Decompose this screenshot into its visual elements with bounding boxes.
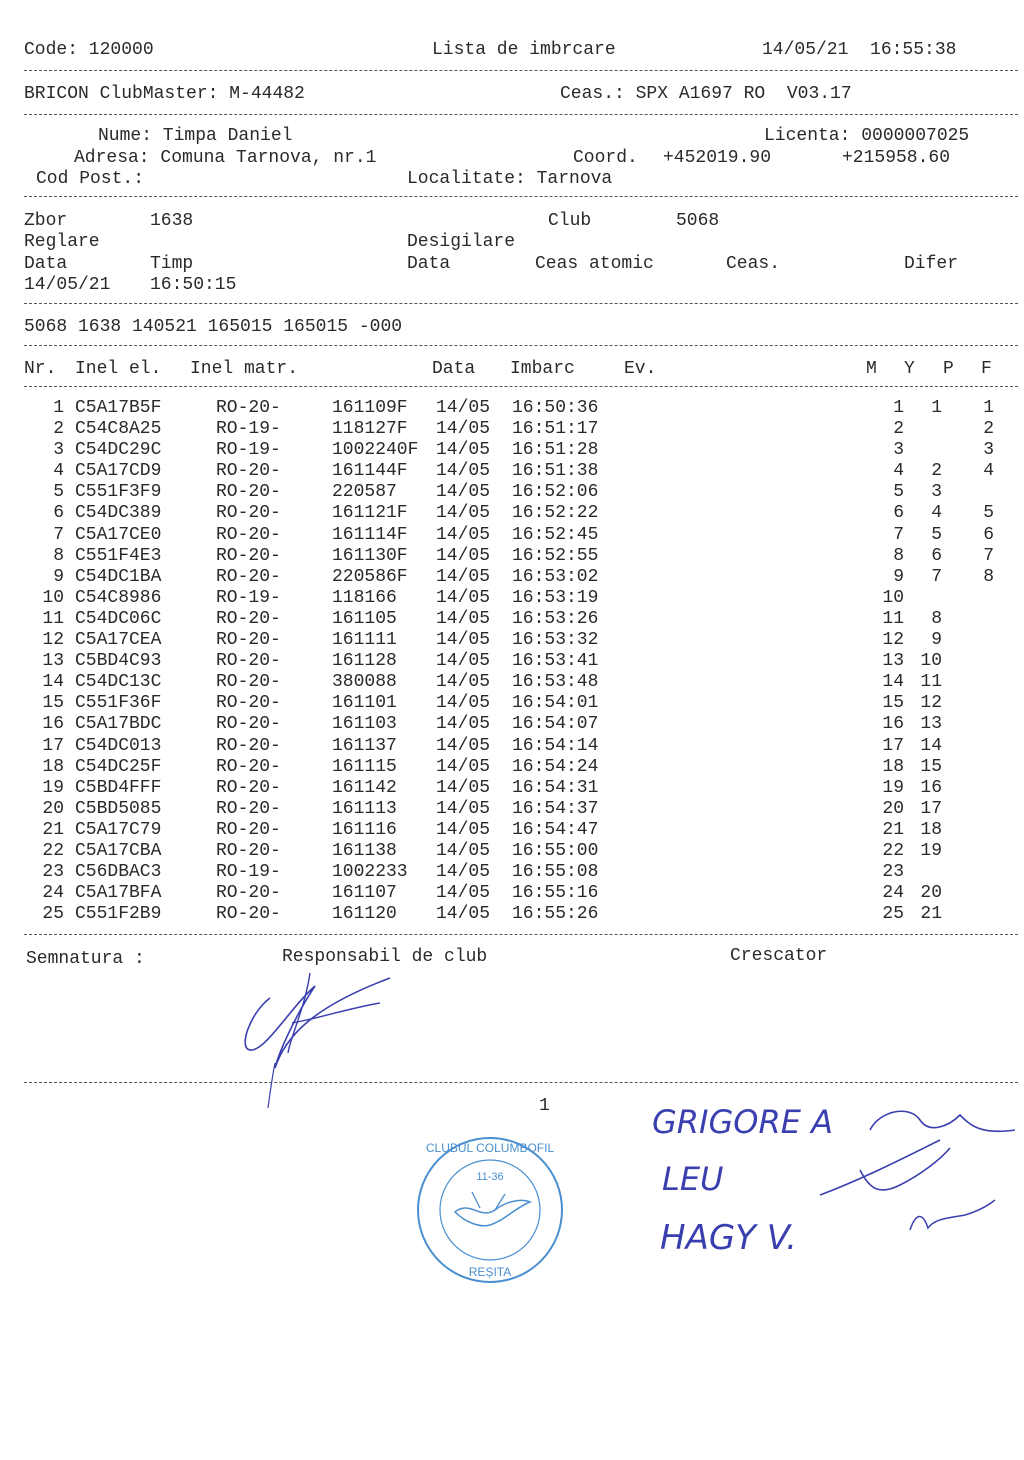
row-ring-number: 161114F — [332, 524, 408, 545]
reglare-label: Reglare — [24, 232, 100, 252]
row-inel-el: C5A17B5F — [75, 398, 162, 418]
row-number: 8 — [53, 545, 64, 566]
row-number: 14 — [42, 672, 64, 693]
stamp-code: 11-36 — [476, 1171, 504, 1183]
row-ring-number: 161130F — [332, 545, 408, 566]
row-y: 7 — [931, 566, 942, 587]
row-inel-el: C5A17C79 — [75, 819, 162, 840]
row-y: 5 — [931, 524, 942, 545]
row-ring-number: 161137 — [332, 735, 397, 756]
row-y: 10 — [920, 651, 942, 672]
row-time: 16:51:17 — [512, 419, 599, 440]
row-m: 22 — [882, 840, 904, 861]
row-ring-prefix: RO-19- — [216, 862, 281, 883]
row-inel-el: C551F2B9 — [75, 904, 162, 925]
breeder-label: Crescator — [730, 946, 828, 966]
row-time: 16:53:26 — [512, 608, 599, 629]
row-time: 16:54:01 — [512, 693, 599, 714]
row-y: 18 — [920, 819, 942, 840]
row-time: 16:55:16 — [512, 883, 599, 904]
row-ring-number: 161120 — [332, 904, 397, 925]
desigilare-label: Desigilare — [407, 232, 516, 252]
row-inel-el: C56DBAC3 — [75, 862, 162, 883]
row-m: 17 — [882, 735, 904, 756]
row-m: 3 — [893, 440, 904, 461]
row-m: 24 — [882, 883, 904, 904]
row-y: 21 — [920, 904, 942, 925]
col-header-inel-el: Inel el. — [75, 359, 162, 379]
row-ring-prefix: RO-20- — [216, 672, 281, 693]
row-y: 9 — [931, 630, 942, 651]
row-ring-prefix: RO-20- — [216, 651, 281, 672]
row-y: 3 — [931, 482, 942, 503]
row-inel-el: C5A17BFA — [75, 883, 162, 904]
row-time: 16:54:24 — [512, 756, 599, 777]
row-ring-number: 161113 — [332, 798, 397, 819]
row-time: 16:51:38 — [512, 461, 599, 482]
row-f: 6 — [983, 524, 994, 545]
divider — [24, 934, 1018, 935]
row-date: 14/05 — [436, 672, 491, 693]
row-inel-el: C5A17BDC — [75, 714, 162, 735]
row-f: 3 — [983, 440, 994, 461]
row-ring-number: 220586F — [332, 566, 408, 587]
row-ring-prefix: RO-20- — [216, 398, 281, 418]
row-time: 16:53:41 — [512, 651, 599, 672]
row-ring-prefix: RO-20- — [216, 566, 281, 587]
row-number: 7 — [53, 524, 64, 545]
row-number: 21 — [42, 819, 64, 840]
row-number: 2 — [53, 419, 64, 440]
row-ring-number: 161128 — [332, 651, 397, 672]
row-time: 16:53:02 — [512, 566, 599, 587]
row-m: 8 — [893, 545, 904, 566]
col-header-y: Y — [904, 359, 915, 379]
divider — [24, 196, 1018, 197]
row-date: 14/05 — [436, 904, 491, 925]
ceas-label: Ceas. — [726, 254, 781, 274]
row-number: 4 — [53, 461, 64, 482]
row-ring-prefix: RO-20- — [216, 545, 281, 566]
row-date: 14/05 — [436, 883, 491, 904]
document-title: Lista de imbrcare — [432, 40, 616, 60]
timp-label: Timp — [150, 254, 194, 274]
row-m: 19 — [882, 777, 904, 798]
row-date: 14/05 — [436, 735, 491, 756]
row-number: 9 — [53, 566, 64, 587]
club-stamp — [410, 1130, 570, 1290]
postal-code: Cod Post.: — [36, 169, 145, 189]
row-number: 6 — [53, 503, 64, 524]
row-y: 12 — [920, 693, 942, 714]
row-number: 23 — [42, 862, 64, 883]
row-number: 24 — [42, 883, 64, 904]
divider — [24, 345, 1018, 346]
row-date: 14/05 — [436, 398, 491, 418]
difer-label: Difer — [904, 254, 959, 274]
row-m: 4 — [893, 461, 904, 482]
row-m: 16 — [882, 714, 904, 735]
row-ring-prefix: RO-19- — [216, 440, 281, 461]
row-f: 8 — [983, 566, 994, 587]
owner-locality: Localitate: Tarnova — [407, 169, 613, 189]
row-ring-prefix: RO-20- — [216, 461, 281, 482]
owner-name: Nume: Timpa Daniel — [98, 126, 293, 146]
zbor-value: 1638 — [150, 211, 194, 231]
row-ring-prefix: RO-20- — [216, 630, 281, 651]
row-inel-el: C5BD4C93 — [75, 651, 162, 672]
data-label: Data — [24, 254, 68, 274]
row-inel-el: C54DC1BA — [75, 566, 162, 587]
row-inel-el: C5BD4FFF — [75, 777, 162, 798]
row-inel-el: C54DC06C — [75, 608, 162, 629]
row-number: 20 — [42, 798, 64, 819]
row-m: 10 — [882, 587, 904, 608]
row-date: 14/05 — [436, 419, 491, 440]
row-m: 12 — [882, 630, 904, 651]
stamp-bottom-text: REȘITA — [468, 1265, 512, 1279]
row-inel-el: C5A17CBA — [75, 840, 162, 861]
row-f: 5 — [983, 503, 994, 524]
row-time: 16:52:22 — [512, 503, 599, 524]
row-number: 5 — [53, 482, 64, 503]
row-inel-el: C54C8A25 — [75, 419, 162, 440]
row-y: 4 — [931, 503, 942, 524]
row-ring-prefix: RO-20- — [216, 904, 281, 925]
row-ring-prefix: RO-20- — [216, 819, 281, 840]
row-ring-number: 161111 — [332, 630, 397, 651]
row-f: 7 — [983, 545, 994, 566]
row-ring-number: 161144F — [332, 461, 408, 482]
row-y: 6 — [931, 545, 942, 566]
row-ring-prefix: RO-20- — [216, 482, 281, 503]
row-number: 12 — [42, 630, 64, 651]
row-ring-prefix: RO-20- — [216, 714, 281, 735]
print-datetime: 14/05/21 16:55:38 — [762, 40, 957, 60]
divider — [24, 70, 1018, 71]
row-ring-prefix: RO-20- — [216, 608, 281, 629]
row-m: 11 — [882, 608, 904, 629]
row-date: 14/05 — [436, 840, 491, 861]
row-m: 20 — [882, 798, 904, 819]
col-header-p: P — [943, 359, 954, 379]
row-date: 14/05 — [436, 651, 491, 672]
clock-id: Ceas.: SPX A1697 RO V03.17 — [560, 84, 852, 104]
row-number: 10 — [42, 587, 64, 608]
row-m: 25 — [882, 904, 904, 925]
row-time: 16:55:08 — [512, 862, 599, 883]
row-inel-el: C54DC25F — [75, 756, 162, 777]
owner-license: Licenta: 0000007025 — [764, 126, 970, 146]
col-header-f: F — [981, 359, 992, 379]
row-time: 16:54:07 — [512, 714, 599, 735]
row-date: 14/05 — [436, 440, 491, 461]
row-m: 1 — [893, 398, 904, 418]
row-ring-number: 161109F — [332, 398, 408, 418]
row-time: 16:55:00 — [512, 840, 599, 861]
row-date: 14/05 — [436, 714, 491, 735]
row-ring-number: 161107 — [332, 883, 397, 904]
row-time: 16:52:45 — [512, 524, 599, 545]
row-y: 13 — [920, 714, 942, 735]
row-ring-number: 118166 — [332, 587, 397, 608]
row-ring-number: 161142 — [332, 777, 397, 798]
row-inel-el: C551F4E3 — [75, 545, 162, 566]
manager-signature — [230, 968, 430, 1118]
row-number: 25 — [42, 904, 64, 925]
row-number: 11 — [42, 608, 64, 629]
row-ring-number: 118127F — [332, 419, 408, 440]
row-date: 14/05 — [436, 777, 491, 798]
row-date: 14/05 — [436, 798, 491, 819]
club-manager-label: Responsabil de club — [282, 947, 488, 967]
row-inel-el: C5A17CE0 — [75, 524, 162, 545]
coord-longitude: +215958.60 — [842, 148, 951, 168]
row-inel-el: C5A17CD9 — [75, 461, 162, 482]
row-ring-prefix: RO-20- — [216, 735, 281, 756]
col-header-imbarc: Imbarc — [510, 359, 575, 379]
row-date: 14/05 — [436, 693, 491, 714]
handwritten-name-3: HAGY V. — [660, 1218, 797, 1258]
row-inel-el: C54DC013 — [75, 735, 162, 756]
row-date: 14/05 — [436, 608, 491, 629]
row-time: 16:50:36 — [512, 398, 599, 418]
row-date: 14/05 — [436, 756, 491, 777]
row-date: 14/05 — [436, 503, 491, 524]
row-ring-prefix: RO-20- — [216, 503, 281, 524]
club-value: 5068 — [676, 211, 720, 231]
coord-latitude: +452019.90 — [663, 148, 772, 168]
row-ring-prefix: RO-20- — [216, 524, 281, 545]
col-header-ev: Ev. — [624, 359, 657, 379]
row-ring-number: 161121F — [332, 503, 408, 524]
row-time: 16:53:32 — [512, 630, 599, 651]
desigilare-data-label: Data — [407, 254, 451, 274]
reglare-time: 16:50:15 — [150, 275, 237, 295]
row-number: 17 — [42, 735, 64, 756]
ceas-atomic-label: Ceas atomic — [535, 254, 654, 274]
col-header-nr: Nr. — [24, 359, 57, 379]
row-m: 7 — [893, 524, 904, 545]
row-m: 6 — [893, 503, 904, 524]
row-m: 14 — [882, 672, 904, 693]
col-header-inel-matr: Inel matr. — [190, 359, 299, 379]
row-number: 1 — [53, 398, 64, 418]
row-ring-number: 161105 — [332, 608, 397, 629]
row-number: 15 — [42, 693, 64, 714]
row-ring-prefix: RO-20- — [216, 883, 281, 904]
row-ring-prefix: RO-20- — [216, 756, 281, 777]
row-m: 21 — [882, 819, 904, 840]
row-date: 14/05 — [436, 819, 491, 840]
row-ring-number: 380088 — [332, 672, 397, 693]
row-ring-prefix: RO-19- — [216, 587, 281, 608]
owner-address: Adresa: Comuna Tarnova, nr.1 — [74, 148, 377, 168]
row-inel-el: C54DC389 — [75, 503, 162, 524]
row-ring-number: 161101 — [332, 693, 397, 714]
row-ring-number: 161116 — [332, 819, 397, 840]
row-ring-prefix: RO-20- — [216, 798, 281, 819]
row-inel-el: C54DC13C — [75, 672, 162, 693]
row-y: 19 — [920, 840, 942, 861]
flight-code-line: 5068 1638 140521 165015 165015 -000 — [24, 317, 403, 337]
row-m: 15 — [882, 693, 904, 714]
row-m: 9 — [893, 566, 904, 587]
divider — [24, 114, 1018, 115]
row-date: 14/05 — [436, 630, 491, 651]
row-m: 13 — [882, 651, 904, 672]
row-date: 14/05 — [436, 587, 491, 608]
row-f: 4 — [983, 461, 994, 482]
handwritten-name-1: GRIGORE A — [652, 1103, 833, 1141]
row-time: 16:53:48 — [512, 672, 599, 693]
row-f: 2 — [983, 419, 994, 440]
row-number: 16 — [42, 714, 64, 735]
row-y: 20 — [920, 883, 942, 904]
row-y: 8 — [931, 608, 942, 629]
row-inel-el: C5A17CEA — [75, 630, 162, 651]
row-date: 14/05 — [436, 545, 491, 566]
row-ring-number: 1002240F — [332, 440, 419, 461]
row-time: 16:54:31 — [512, 777, 599, 798]
row-ring-prefix: RO-20- — [216, 777, 281, 798]
row-ring-prefix: RO-19- — [216, 419, 281, 440]
handwritten-name-2: LEU — [662, 1160, 724, 1198]
row-inel-el: C551F3F9 — [75, 482, 162, 503]
code-label: Code: 120000 — [24, 40, 154, 60]
row-number: 3 — [53, 440, 64, 461]
row-number: 22 — [42, 840, 64, 861]
row-time: 16:51:28 — [512, 440, 599, 461]
row-y: 17 — [920, 798, 942, 819]
row-ring-number: 161115 — [332, 756, 397, 777]
row-date: 14/05 — [436, 461, 491, 482]
row-inel-el: C5BD5085 — [75, 798, 162, 819]
row-ring-number: 220587 — [332, 482, 397, 503]
divider — [24, 303, 1018, 304]
row-inel-el: C551F36F — [75, 693, 162, 714]
row-time: 16:54:14 — [512, 735, 599, 756]
zbor-label: Zbor — [24, 211, 68, 231]
row-date: 14/05 — [436, 524, 491, 545]
row-y: 16 — [920, 777, 942, 798]
row-time: 16:54:47 — [512, 819, 599, 840]
row-y: 14 — [920, 735, 942, 756]
row-time: 16:55:26 — [512, 904, 599, 925]
row-time: 16:52:55 — [512, 545, 599, 566]
row-time: 16:52:06 — [512, 482, 599, 503]
row-number: 19 — [42, 777, 64, 798]
row-y: 15 — [920, 756, 942, 777]
row-date: 14/05 — [436, 482, 491, 503]
row-m: 5 — [893, 482, 904, 503]
row-y: 2 — [931, 461, 942, 482]
row-date: 14/05 — [436, 566, 491, 587]
row-date: 14/05 — [436, 862, 491, 883]
coord-label: Coord. — [573, 148, 638, 168]
col-header-m: M — [866, 359, 877, 379]
col-header-data: Data — [432, 359, 476, 379]
clubmaster-id: BRICON ClubMaster: M-44482 — [24, 84, 305, 104]
row-time: 16:54:37 — [512, 798, 599, 819]
row-number: 18 — [42, 756, 64, 777]
handwritten-signatures — [800, 1100, 1020, 1260]
row-ring-prefix: RO-20- — [216, 693, 281, 714]
row-f: 1 — [983, 398, 994, 418]
row-inel-el: C54C8986 — [75, 587, 162, 608]
divider — [24, 386, 1018, 387]
row-ring-number: 1002233 — [332, 862, 408, 883]
row-ring-number: 161103 — [332, 714, 397, 735]
row-number: 13 — [42, 651, 64, 672]
reglare-date: 14/05/21 — [24, 275, 111, 295]
divider — [24, 1082, 1018, 1083]
row-inel-el: C54DC29C — [75, 440, 162, 461]
page-number: 1 — [539, 1096, 550, 1116]
row-ring-prefix: RO-20- — [216, 840, 281, 861]
stamp-top-text: CLUBUL COLUMBOFIL — [425, 1141, 555, 1155]
row-time: 16:53:19 — [512, 587, 599, 608]
signature-label: Semnatura : — [26, 949, 145, 969]
row-y: 11 — [920, 672, 942, 693]
club-label: Club — [548, 211, 592, 231]
row-m: 18 — [882, 756, 904, 777]
row-m: 2 — [893, 419, 904, 440]
row-m: 23 — [882, 862, 904, 883]
row-y: 1 — [931, 398, 942, 418]
row-ring-number: 161138 — [332, 840, 397, 861]
